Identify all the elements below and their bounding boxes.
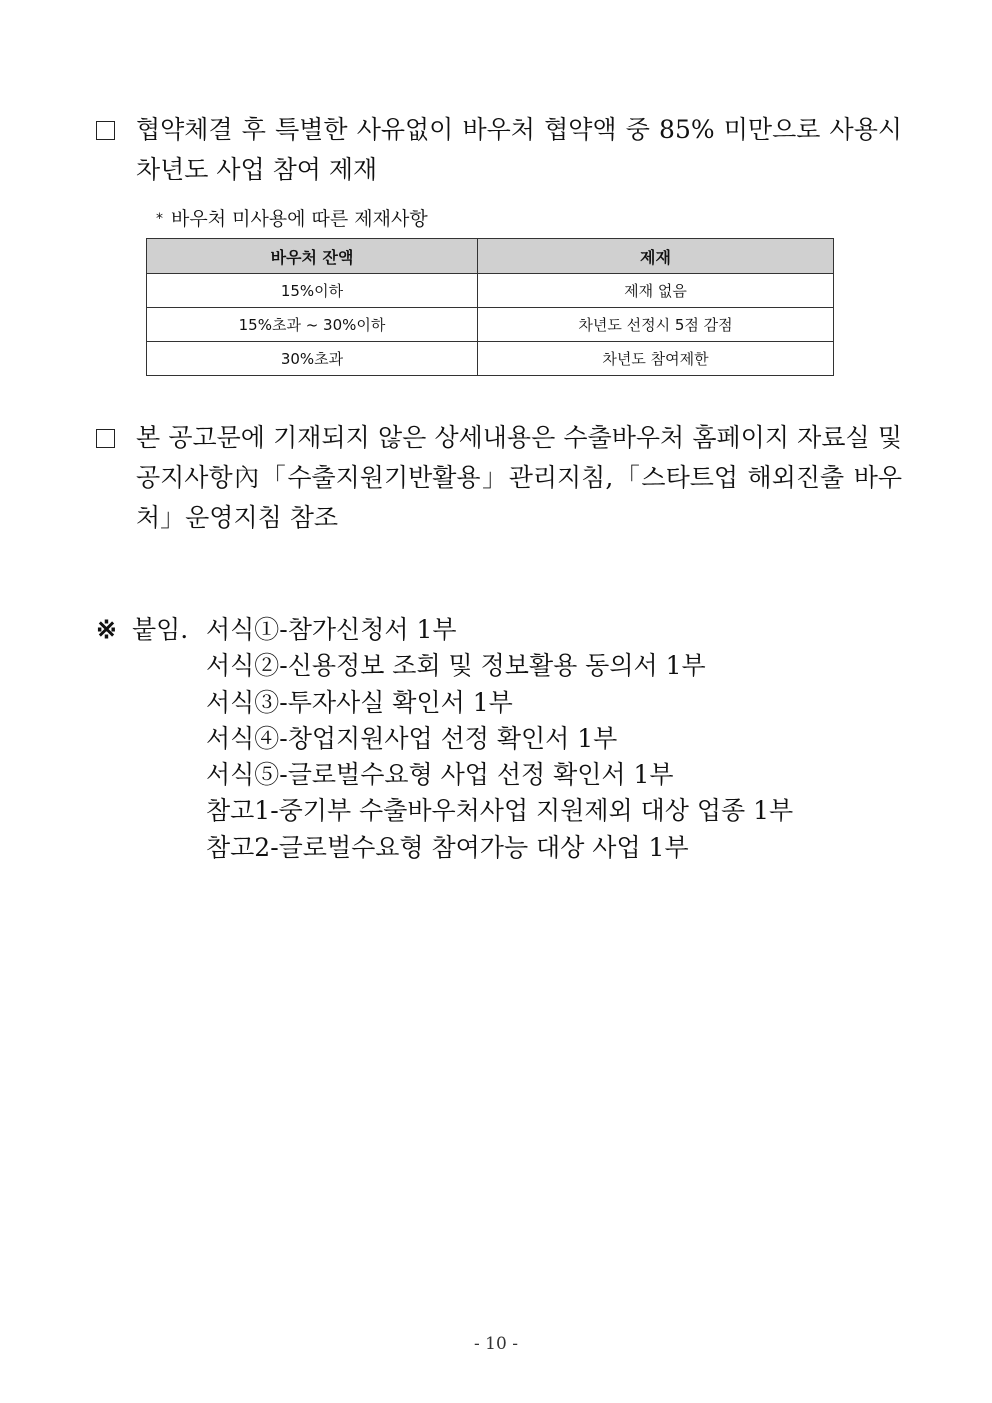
checkbox-bullet-icon (96, 121, 115, 140)
cell-balance: 15%이하 (147, 274, 478, 308)
attachment-item: 참고1-중기부 수출바우처사업 지원제외 대상 업종 1부 (206, 796, 794, 826)
note-marker: * (156, 211, 163, 227)
table-row (147, 274, 834, 308)
attachments-label: 붙임. (132, 615, 189, 644)
attachment-item: 서식⑤-글로벌수요형 사업 선정 확인서 1부 (206, 760, 674, 790)
table-row (147, 342, 834, 376)
attachment-item: 참고2-글로벌수요형 참여가능 대상 사업 1부 (206, 832, 689, 862)
table-caption-text: 바우처 미사용에 따른 제재사항 (171, 208, 428, 230)
attachment-item: 서식③-투자사실 확인서 1부 (206, 687, 513, 717)
reference-mark-icon: ※ (96, 615, 117, 644)
attachment-item: 서식①-참가신청서 1부 (206, 615, 457, 644)
header-sanction: 제재 (478, 239, 834, 274)
attachments-list (96, 612, 793, 866)
sanction-table (146, 238, 834, 376)
page-number: - 10 - (474, 1334, 518, 1354)
cell-sanction: 제재 없음 (478, 274, 834, 308)
header-balance: 바우처 잔액 (147, 239, 478, 274)
cell-sanction: 차년도 참여제한 (478, 342, 834, 376)
cell-balance: 15%초과 ~ 30%이하 (147, 308, 478, 342)
cell-sanction: 차년도 선정시 5점 감점 (478, 308, 834, 342)
checkbox-bullet-icon (96, 429, 115, 448)
paragraph-text: 본 공고문에 기재되지 않은 상세내용은 수출바우처 홈페이지 자료실 및 공지사항內「수출지원기반활용」관리지침,「스타트업 해외진출 바우처」운영지침 참조 (136, 423, 902, 532)
table-header-row (147, 239, 834, 274)
paragraph-reference (96, 418, 902, 538)
table-row (147, 308, 834, 342)
attachment-item: 서식④-창업지원사업 선정 확인서 1부 (206, 723, 618, 753)
attachment-item: 서식②-신용정보 조회 및 정보활용 동의서 1부 (206, 651, 706, 681)
cell-balance: 30%초과 (147, 342, 478, 376)
paragraph-text: 협약체결 후 특별한 사유없이 바우처 협약액 중 85% 미만으로 사용시 차년도 사업 참여 제재 (136, 115, 902, 184)
table-caption (156, 206, 428, 232)
paragraph-participation-sanction (96, 110, 902, 190)
